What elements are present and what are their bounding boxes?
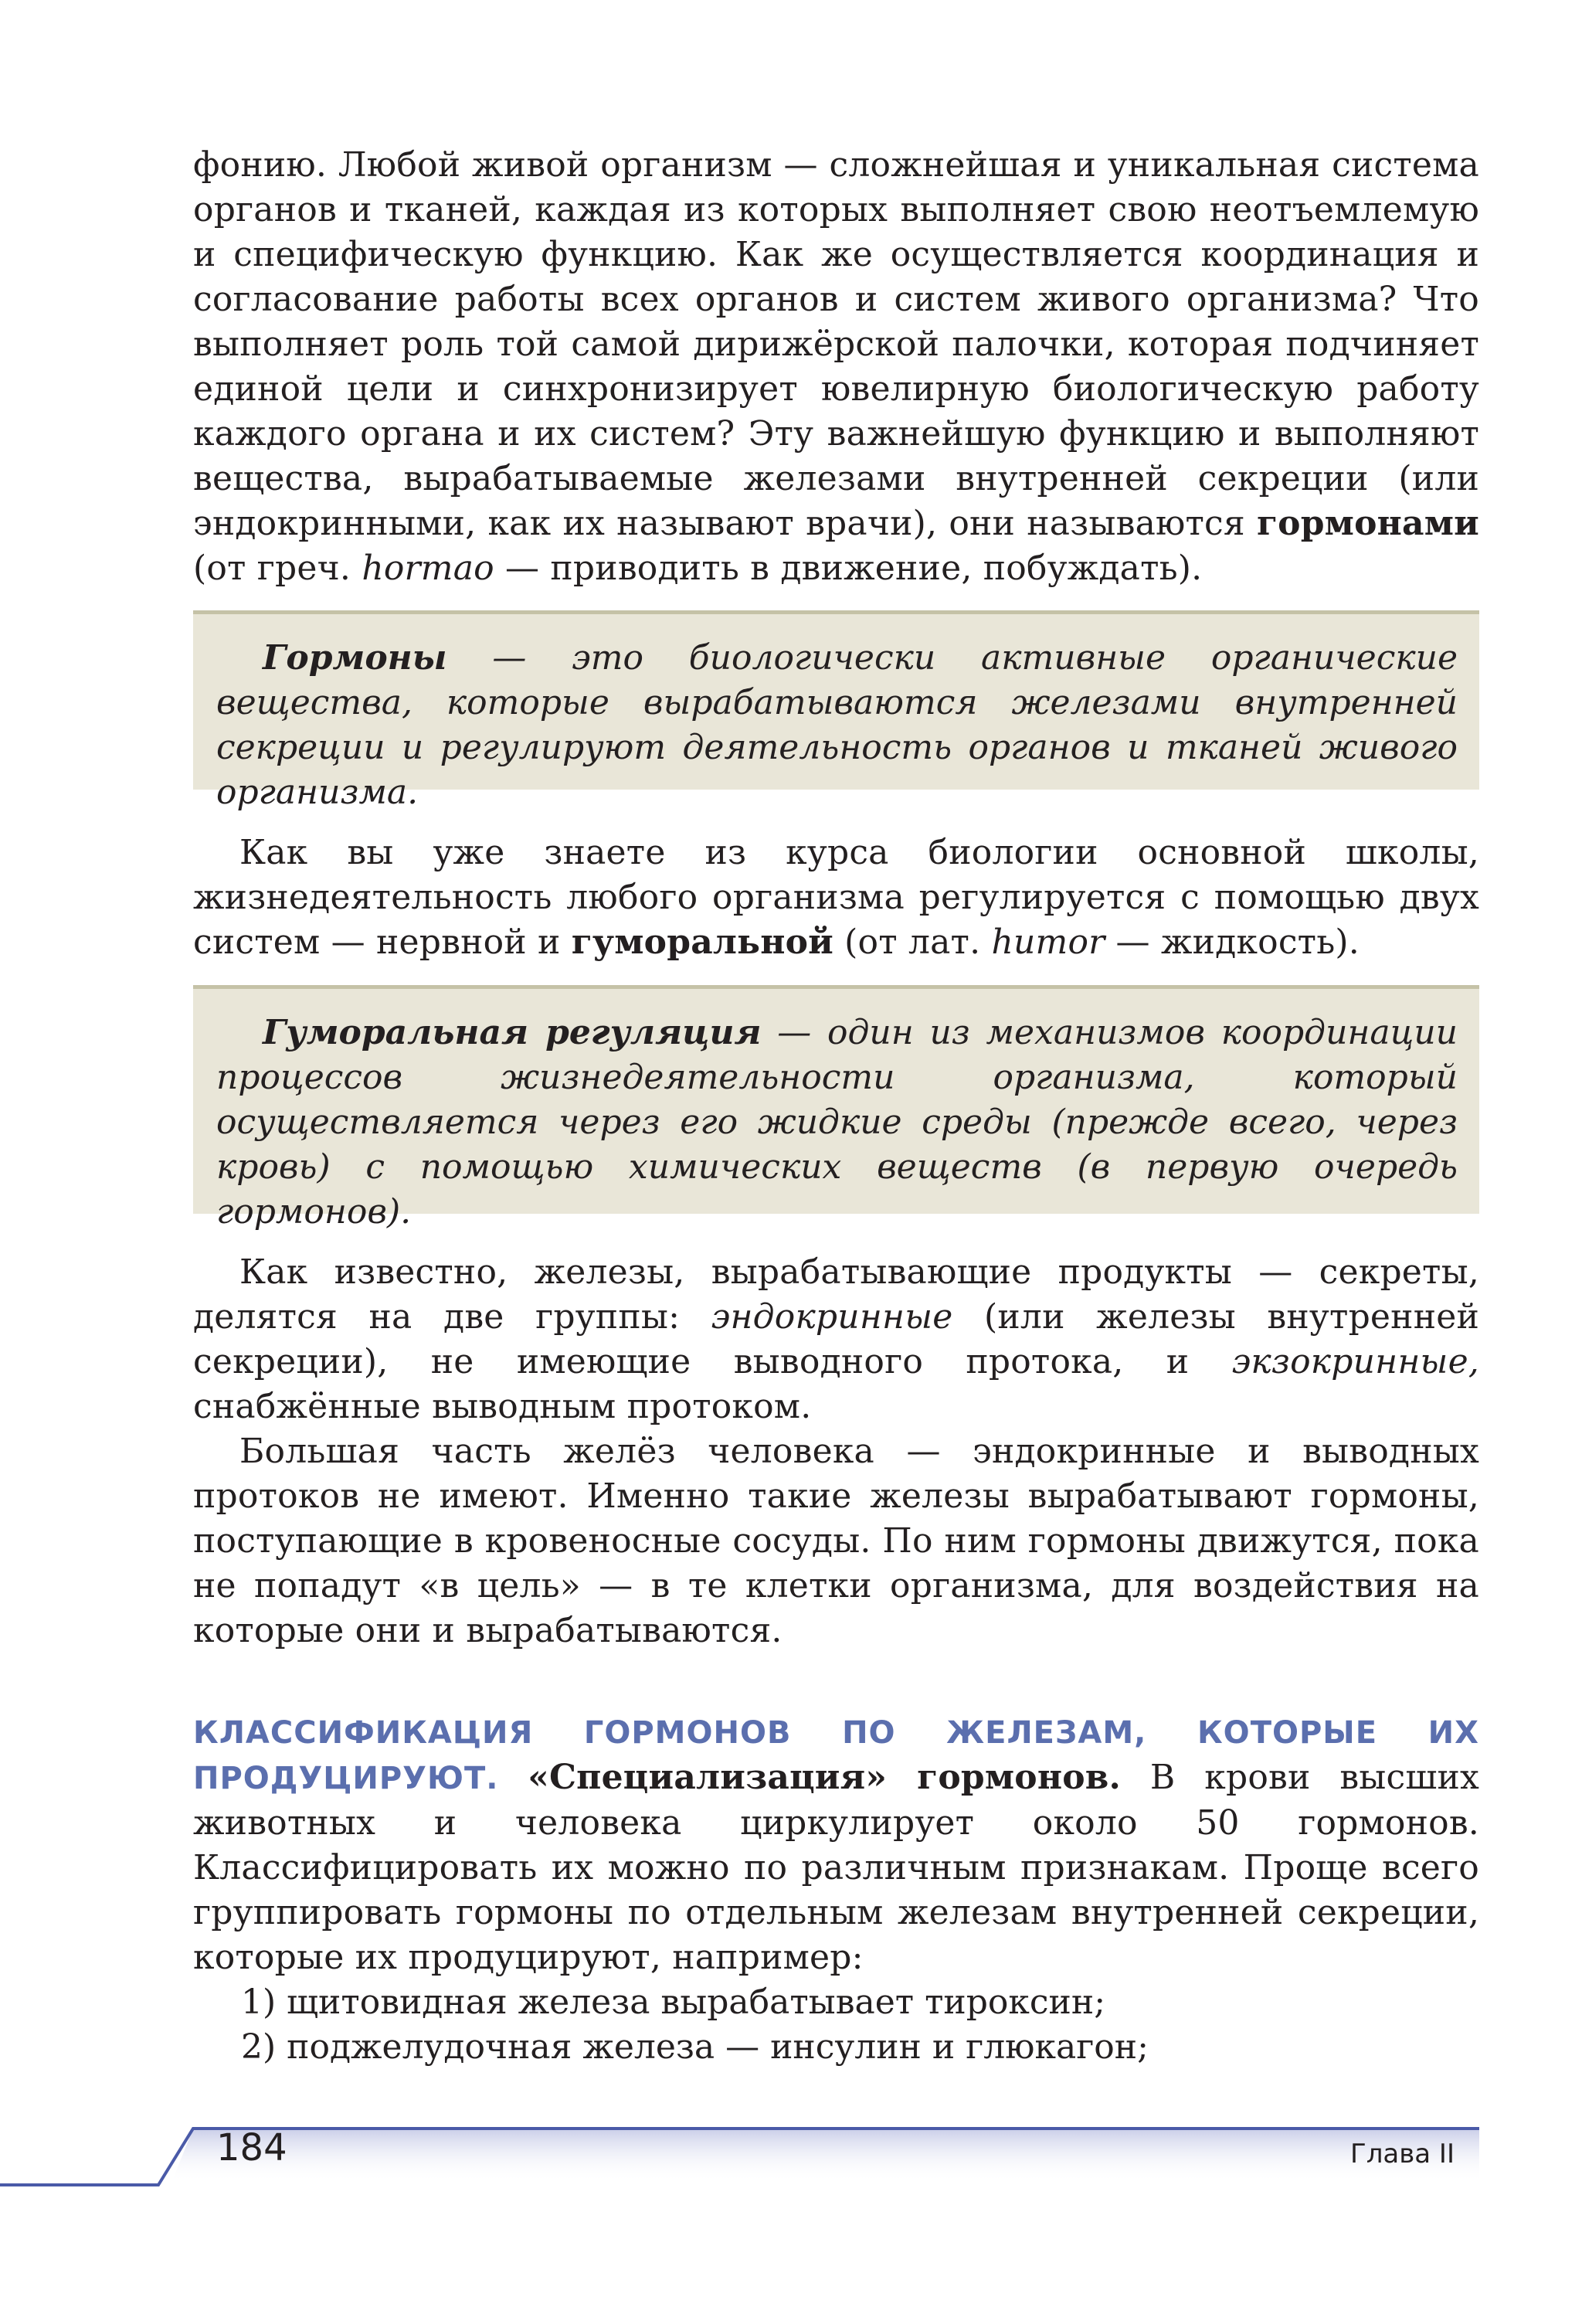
- section-text: В крови высших животных и человека циркулирует около 50 гормонов. Классифицировать их можно по различным признакам. Проще всего группировать гормоны по отдельным железам внутренней секреции, которые их продуцируют, например:: [193, 1758, 1480, 1977]
- paragraph-intro: фонию. Любой живой организм — сложнейшая и уникальная система органов и тканей, каждая из которых выполняет свою неотъемлемую и специфическую функцию. Как же осуществляется координация и согласование работы всех органов и систем живого организма? Что выполняет роль той самой дирижёрской палочки, которая подчиняет единой цели и синхронизирует ювелирную биологическую работу каждого органа и их систем? Эту важнейшую функцию и выполняют вещества, вырабатываемые железами внутренней секреции (или эндокринными, как их называют врачи), они называются гормонами (от греч. hormao — приводить в движение, побуждать).: [193, 145, 1479, 588]
- definition-term: Гуморальная регуляция: [263, 1013, 762, 1052]
- page-number: 184: [216, 2126, 287, 2169]
- section-classification: [193, 1710, 1479, 2070]
- term-endocrine: эндокринные: [711, 1297, 953, 1337]
- chapter-label: Глава II: [1349, 2139, 1455, 2169]
- definition-text: — это биологически активные органические вещества, которые вырабатываются железами внутренней секреции и регулируют деятельность органов и тканей живого организма.: [216, 638, 1458, 812]
- definition-box-humoral-regulation: [193, 985, 1479, 1232]
- list-item: 2) поджелудочная железа — инсулин и глюкагон;: [241, 2027, 1149, 2067]
- term-humor: humor: [991, 922, 1105, 962]
- term-hormao: hormao: [362, 549, 494, 588]
- definition-box-hormones: [193, 610, 1479, 812]
- term-humoral: гуморальной: [571, 922, 833, 962]
- definition-text: — один из механизмов координации процессов жизнедеятельности организма, который осуществляется через его жидкие среды (прежде всего, через кровь) с помощью химических веществ (в первую очередь гормонов).: [216, 1013, 1458, 1232]
- paragraph-endocrine: Большая часть желёз человека — эндокринные и выводных протоков не имеют. Именно такие железы вырабатывают гормоны, поступающие в кровеносные сосуды. По ним гормоны движутся, пока не попадут «в цель» — в те клетки организма, для воздействия на которые они и вырабатываются.: [193, 1432, 1479, 1650]
- term-hormones: гормонами: [1256, 504, 1479, 543]
- section-heading: КЛАССИФИКАЦИЯ ГОРМОНОВ ПО ЖЕЛЕЗАМ, КОТОРЫЕ ИХ ПРОДУЦИРУЮТ.: [193, 1715, 1479, 1796]
- section-subheading: «Специализация» гормонов.: [528, 1758, 1122, 1797]
- term-exocrine: экзокринные,: [1231, 1342, 1479, 1381]
- list-item: 1) щитовидная железа вырабатывает тироксин;: [241, 1983, 1106, 2022]
- paragraph-regulation: Как вы уже знаете из курса биологии основной школы, жизнедеятельность любого организма регулируется с помощью двух систем — нервной и гуморальной (от лат. humor — жидкость).: [193, 833, 1479, 962]
- footer-shade: [171, 2129, 1479, 2183]
- definition-term: Гормоны: [263, 638, 447, 678]
- paragraph-glands: Как известно, железы, вырабатывающие продукты — секреты, делятся на две группы: эндокринные (или железы внутренней секреции), не имеющие выводного протока, и экзокринные, снабжённые выводным протоком. Большая часть желёз человека — эндокринные и выводных протоков не имеют. Именно такие железы вырабатывают гормоны, поступающие в кровеносные сосуды. По ним гормоны движутся, пока не попадут «в цель» — в те клетки организма, для воздействия на которые они и вырабатываются.: [193, 1250, 1479, 1653]
